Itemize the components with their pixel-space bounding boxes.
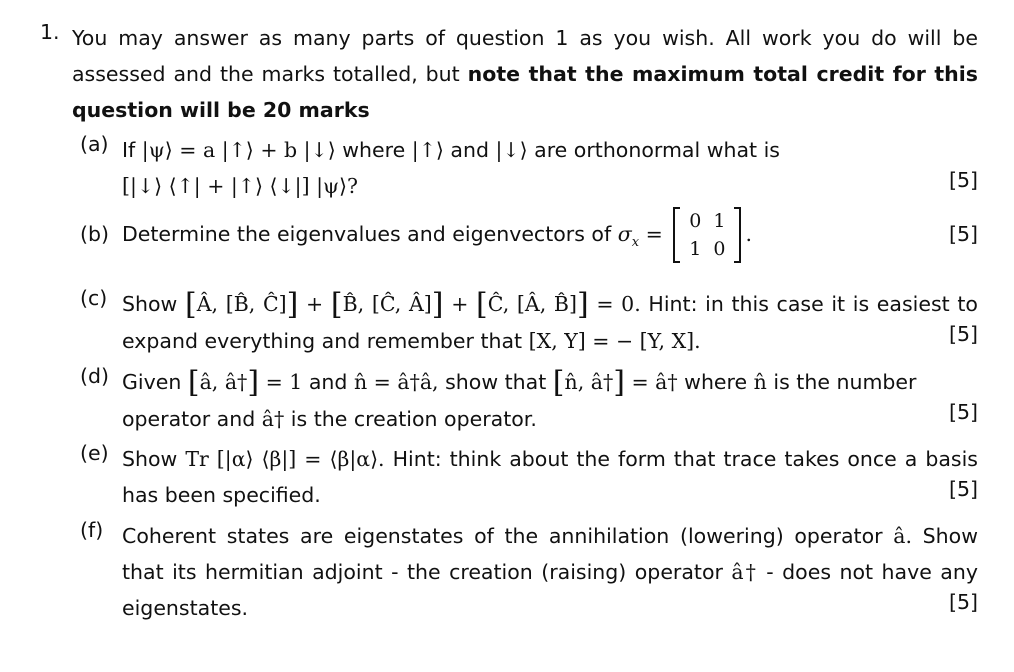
part-b-label: (b) xyxy=(80,222,110,246)
part-d-text-6: is the creation operator. xyxy=(290,407,537,431)
part-c-equals-zero: = 0. xyxy=(596,292,641,316)
part-d-commutator-1: [â, â†] xyxy=(187,365,260,400)
part-d-label: (d) xyxy=(80,364,110,388)
part-c-text-1: Show xyxy=(122,292,178,316)
question-number: 1. xyxy=(40,20,60,44)
intro-text: You may answer as many parts of question 1 as you wish. All work you do will be assessed and the marks totalled, but xyxy=(72,26,978,86)
part-d-commutator-2: [n̂, â†] xyxy=(552,365,625,400)
part-a-text-4: are orthonormal what is xyxy=(534,138,780,162)
part-a-body xyxy=(122,132,978,204)
part-c-marks: [5] xyxy=(948,322,978,346)
part-c-plus-1: + xyxy=(306,292,324,316)
question-intro xyxy=(72,20,978,128)
part-b-period: . xyxy=(745,222,753,246)
part-c-plus-2: + xyxy=(451,292,469,316)
part-c-math-antisym: [X, Y] = − [Y, X]. xyxy=(528,329,701,353)
part-c-hint: Hint: in this case it is easiest to expand everything and remember that xyxy=(122,292,978,353)
matrix-cell: 1 xyxy=(689,238,702,260)
sigma-x-matrix xyxy=(673,207,741,263)
part-c-commutator-1: [Â, [B̂, Ĉ]] xyxy=(185,287,299,322)
part-c-commutator-2: [B̂, [Ĉ, Â]] xyxy=(330,287,444,322)
part-e-text-1: Show xyxy=(122,447,178,471)
part-d-text-4: where xyxy=(684,370,748,394)
part-d-body xyxy=(122,364,978,437)
part-a-math-3: |↓⟩ xyxy=(495,138,528,162)
part-a-math-2: |↑⟩ xyxy=(411,138,444,162)
matrix-cell: 0 xyxy=(713,238,726,260)
part-a-marks: [5] xyxy=(948,168,978,192)
part-d-math-7: â† xyxy=(261,407,285,431)
part-f-text-1: Coherent states are eigenstates of the annihilation (lowering) operator xyxy=(122,524,883,548)
part-f-label: (f) xyxy=(80,518,104,542)
part-a-text-2: where xyxy=(342,138,406,162)
part-f-math-1: â. xyxy=(893,524,912,548)
part-e-body xyxy=(122,441,978,513)
part-b-sigma: $\sigma_x$ xyxy=(617,222,640,251)
part-a-math-4: [|↓⟩ ⟨↑| + |↑⟩ ⟨↓|] |ψ⟩? xyxy=(122,174,359,198)
part-e-hint: Hint: think about the form that trace takes once a basis has been specified. xyxy=(122,447,978,507)
part-c-body xyxy=(122,286,978,359)
part-b-text-1: Determine the eigenvalues and eigenvectors of xyxy=(122,222,612,246)
part-f-text-2: Show that its hermitian adjoint - the creation (raising) operator xyxy=(122,524,978,584)
part-f-marks: [5] xyxy=(948,590,978,614)
part-d-text-2: and xyxy=(308,370,348,394)
part-a-text-1: If xyxy=(122,138,136,162)
part-d-math-3: n̂ = â†â, xyxy=(353,370,439,394)
part-d-text-1: Given xyxy=(122,370,182,394)
part-d-math-6: n̂ xyxy=(753,370,767,394)
part-e-marks: [5] xyxy=(948,477,978,501)
matrix-cell: 0 xyxy=(689,210,702,232)
part-d-text-3: show that xyxy=(445,370,547,394)
part-b-marks: [5] xyxy=(948,222,978,246)
part-d-marks: [5] xyxy=(948,400,978,424)
part-d-math-5: = â† xyxy=(631,370,678,394)
part-a-text-3: and xyxy=(450,138,489,162)
intro-bold-note: note that the maximum total credit for this question will be 20 marks xyxy=(72,62,978,122)
part-d-math-2: = 1 xyxy=(265,370,303,394)
part-c-label: (c) xyxy=(80,286,108,310)
part-f-text-3: - does not have any eigenstates. xyxy=(122,560,978,620)
part-f-body xyxy=(122,518,978,626)
part-b-equals: = xyxy=(645,222,663,246)
part-a-label: (a) xyxy=(80,132,109,156)
part-e-math-trace: Tr [|α⟩ ⟨β|] = ⟨β|α⟩. xyxy=(185,447,385,471)
matrix-cell: 1 xyxy=(713,210,726,232)
part-d-text-5: is the number operator and xyxy=(122,370,917,431)
part-c-commutator-3: [Ĉ, [Â, B̂]] xyxy=(476,287,589,322)
part-b-body xyxy=(122,204,978,273)
part-f-math-2: â† xyxy=(731,560,758,584)
part-a-math-1: |ψ⟩ = a |↑⟩ + b |↓⟩ xyxy=(141,138,336,162)
part-e-label: (e) xyxy=(80,441,109,465)
